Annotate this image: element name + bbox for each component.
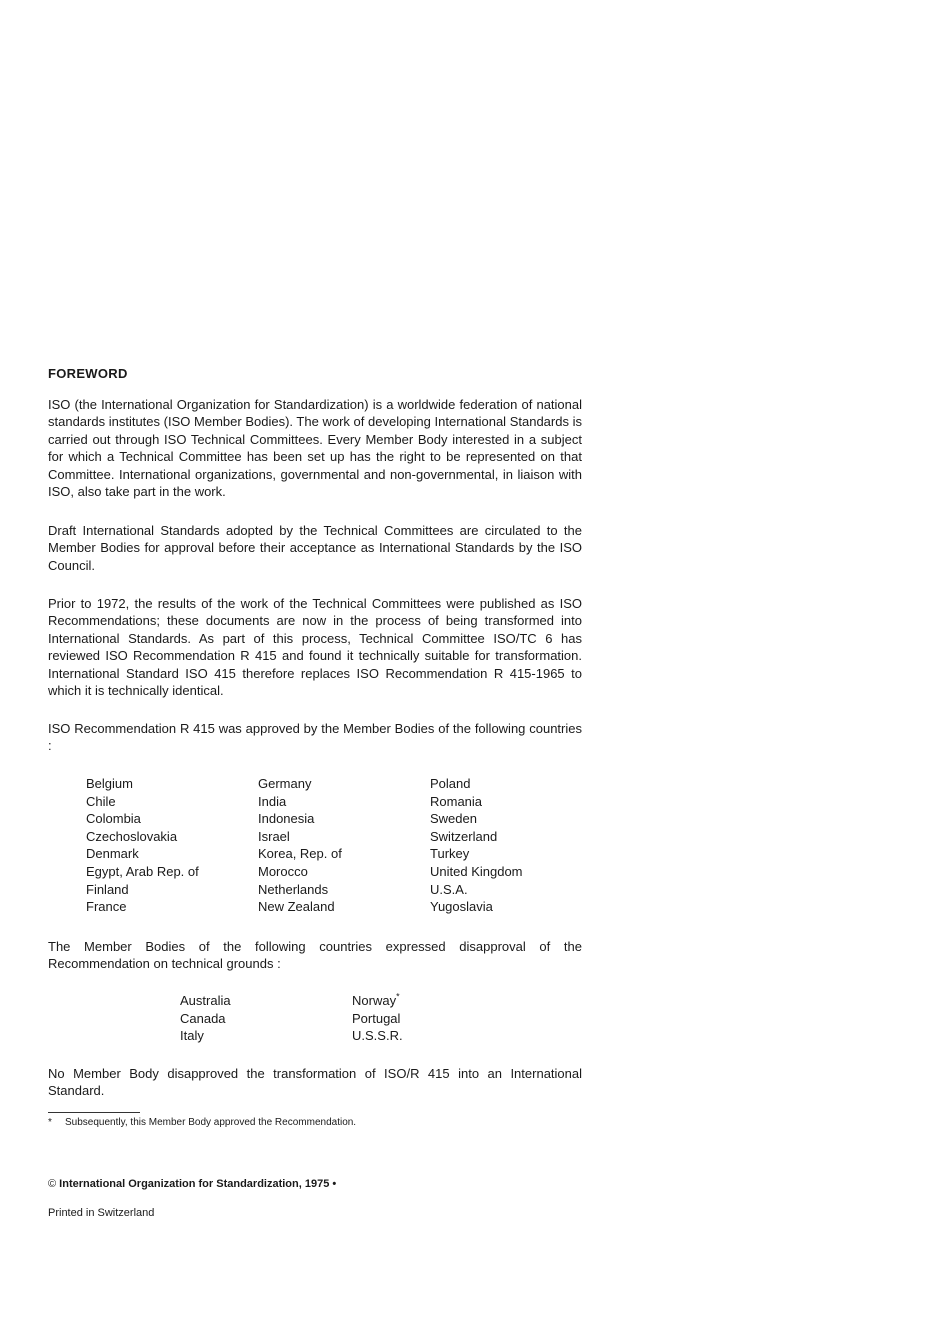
approved-column-3 xyxy=(430,775,602,916)
footnote xyxy=(48,1117,356,1128)
disapproved-column-2 xyxy=(352,992,524,1045)
paragraph-approved: ISO Recommendation R 415 was approved by the Member Bodies of the following countries : xyxy=(48,721,582,754)
country-item: Czechoslovakia xyxy=(86,828,178,844)
approved-column-1 xyxy=(86,775,258,916)
approved-column-2 xyxy=(258,775,430,916)
country-item: Israel xyxy=(258,828,290,844)
footnote-mark: * xyxy=(48,1117,52,1128)
country-item: Poland xyxy=(430,776,471,791)
country-item: New Zealand xyxy=(258,899,335,915)
country-item: Canada xyxy=(180,1010,226,1026)
country-item xyxy=(352,992,524,1010)
footnote-text: Subsequently, this Member Body approved the Recommendation. xyxy=(65,1117,357,1128)
disapproved-countries-list xyxy=(180,992,524,1045)
paragraph-transformation: No Member Body disapproved the transformation of ISO/R 415 into an International Standard. xyxy=(48,1066,582,1099)
copyright-symbol: © xyxy=(48,1178,57,1190)
country-item: Korea, Rep. of xyxy=(258,846,342,862)
country-item: Germany xyxy=(258,776,312,791)
country-item: Egypt, Arab Rep. of xyxy=(86,863,199,879)
country-item: U.S.S.R. xyxy=(352,1028,403,1044)
country-item: Turkey xyxy=(430,846,470,862)
country-item: U.S.A. xyxy=(430,881,468,897)
printed-in: Printed in Switzerland xyxy=(48,1207,155,1219)
paragraph-draft: Draft International Standards adopted by the Technical Committees are circulated to the Member Bodies for approval before their acceptance as International Standards by the ISO Council. xyxy=(48,523,582,573)
country-item: Sweden xyxy=(430,811,477,827)
country-item: Romania xyxy=(430,793,483,809)
country-item: Indonesia xyxy=(258,811,315,827)
country-item: Denmark xyxy=(86,846,139,862)
country-item: Portugal xyxy=(352,1010,401,1026)
country-item: United Kingdom xyxy=(430,863,523,879)
copyright-line xyxy=(48,1178,336,1190)
country-item: Finland xyxy=(86,881,129,897)
disapproved-column-1 xyxy=(180,992,352,1045)
country-item: Italy xyxy=(180,1028,204,1044)
paragraph-disapproval: The Member Bodies of the following countries expressed disapproval of the Recommendation on technical grounds : xyxy=(48,939,582,972)
country-item: Morocco xyxy=(258,863,308,879)
country-item: Australia xyxy=(180,993,231,1008)
country-item: Netherlands xyxy=(258,881,329,897)
country-item: India xyxy=(258,793,287,809)
country-item: Belgium xyxy=(86,776,133,791)
country-item: Colombia xyxy=(86,811,141,827)
foreword-heading: FOREWORD xyxy=(48,366,128,381)
footnote-divider xyxy=(48,1112,140,1113)
paragraph-intro: ISO (the International Organization for Standardization) is a worldwide federation of national standards institutes (ISO Member Bodies). The work of developing International Standards is carried out through ISO Technical Committees. Every Member Body interested in a subject for which a Technical Committee has been set up has the right to be represented on that Committee. International organizations, governmental and non-governmental, in liaison with ISO, also take part in the work. xyxy=(48,397,582,500)
footnote-reference: * xyxy=(396,991,400,1002)
paragraph-prior: Prior to 1972, the results of the work of the Technical Committees were published as ISO Recommendations; these documents are now in the process of being transformed into International Standards. As part of this process, Technical Committee ISO/TC 6 has reviewed ISO Recommendation R 415 and found it technically suitable for transformation. International Standard ISO 415 therefore replaces ISO Recommendation R 415-1965 to which it is technically identical. xyxy=(48,596,582,699)
country-item: Yugoslavia xyxy=(430,899,493,915)
copyright-bullet: • xyxy=(332,1178,337,1190)
country-name: Norway xyxy=(352,993,397,1008)
copyright-text: International Organization for Standardization, 1975 xyxy=(59,1178,330,1190)
country-item: France xyxy=(86,899,127,915)
country-item: Chile xyxy=(86,793,116,809)
approved-countries-list xyxy=(86,775,602,916)
country-item: Switzerland xyxy=(430,828,498,844)
